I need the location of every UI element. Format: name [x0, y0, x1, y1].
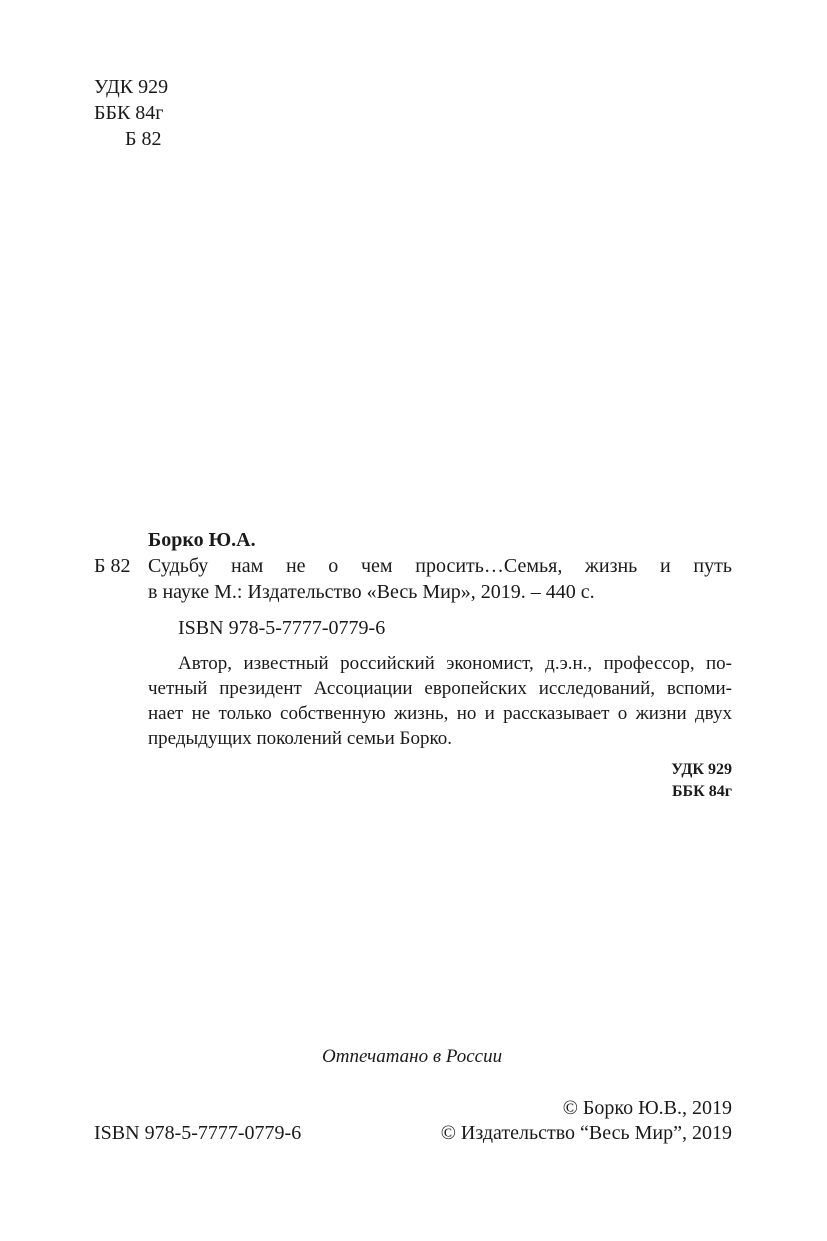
annotation-line-1: Автор, известный российский экономист, д.э.н., профессор, по-	[178, 653, 732, 674]
bbk-code-right: ББК 84г	[671, 783, 732, 800]
printed-in: Отпечатано в России	[322, 1046, 503, 1067]
copyright-author: © Борко Ю.В., 2019	[562, 1097, 732, 1119]
udk-code-right: УДК 929	[671, 761, 732, 778]
annotation-line-3: нает не только собственную жизнь, но и рассказывает о жизни двух	[148, 703, 732, 724]
author-mark-top: Б 82	[125, 128, 162, 150]
annotation-line-2: четный президент Ассоциации европейских исследований, вспоми-	[148, 678, 732, 699]
copyright-publisher: © Издательство “Весь Мир”, 2019	[440, 1122, 732, 1144]
bbk-code-top: ББК 84г	[94, 102, 164, 124]
annotation-line-4: предыдущих поколений семьи Борко.	[148, 728, 452, 749]
title-line-1: Судьбу нам не о чем просить…Семья, жизнь и путь	[148, 555, 732, 577]
author-mark: Б 82	[94, 555, 131, 577]
isbn-footer: ISBN 978-5-7777-0779-6	[94, 1122, 302, 1144]
isbn-record: ISBN 978-5-7777-0779-6	[178, 617, 386, 639]
title-line-2: в науке М.: Издательство «Весь Мир», 2019. – 440 с.	[148, 581, 595, 603]
author-name: Борко Ю.А.	[148, 529, 256, 551]
udk-code-top: УДК 929	[94, 76, 169, 98]
